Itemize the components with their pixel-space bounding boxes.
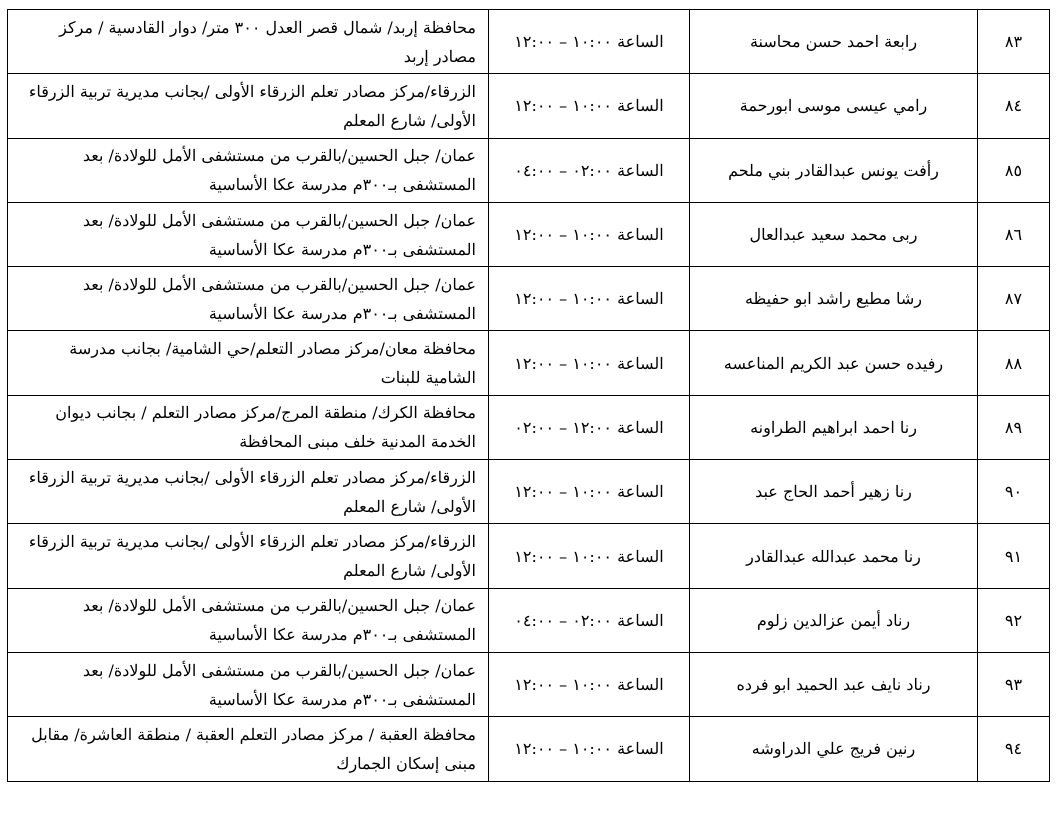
- exam-location: محافظة الكرك/ منطقة المرج/مركز مصادر التعلم / بجانب ديوان الخدمة المدنية خلف مبنى المحافظة: [8, 395, 489, 459]
- candidate-name: رناد أيمن عزالدين زلوم: [690, 588, 978, 652]
- candidate-name: رفيده حسن عبد الكريم المناعسه: [690, 331, 978, 395]
- exam-location: محافظة إربد/ شمال قصر العدل ٣٠٠ متر/ دوار القادسية / مركز مصادر إربد: [8, 10, 489, 74]
- session-time-text: الساعة ١٠:٠٠ – ١٢:٠٠: [514, 546, 664, 566]
- exam-location: عمان/ جبل الحسين/بالقرب من مستشفى الأمل للولادة/ بعد المستشفى بـ٣٠٠م مدرسة عكا الأساسية: [8, 202, 489, 266]
- row-number: ٨٨: [978, 331, 1050, 395]
- session-time: [489, 524, 690, 588]
- table-row: [8, 524, 1050, 588]
- session-time-text: الساعة ١٠:٠٠ – ١٢:٠٠: [514, 739, 664, 759]
- exam-location: الزرقاء/مركز مصادر تعلم الزرقاء الأولى /بجانب مديرية تربية الزرقاء الأولى/ شارع المعلم: [8, 460, 489, 524]
- exam-location: محافظة العقبة / مركز مصادر التعلم العقبة / منطقة العاشرة/ مقابل مبنى إسكان الجمارك: [8, 717, 489, 781]
- session-time-text: الساعة ١٠:٠٠ – ١٢:٠٠: [514, 482, 664, 502]
- row-number: ٨٥: [978, 138, 1050, 202]
- session-time-text: الساعة ١٠:٠٠ – ١٢:٠٠: [514, 32, 664, 52]
- session-time-text: الساعة ٠٢:٠٠ – ٠٤:٠٠: [514, 160, 664, 180]
- exam-location: عمان/ جبل الحسين/بالقرب من مستشفى الأمل للولادة/ بعد المستشفى بـ٣٠٠م مدرسة عكا الأساسية: [8, 652, 489, 716]
- session-time: [489, 138, 690, 202]
- candidate-name: رابعة احمد حسن محاسنة: [690, 10, 978, 74]
- row-number: ٩١: [978, 524, 1050, 588]
- table-row: [8, 331, 1050, 395]
- table-row: [8, 395, 1050, 459]
- row-number: ٨٧: [978, 267, 1050, 331]
- table-row: [8, 202, 1050, 266]
- row-number: ٨٣: [978, 10, 1050, 74]
- exam-location: عمان/ جبل الحسين/بالقرب من مستشفى الأمل للولادة/ بعد المستشفى بـ٣٠٠م مدرسة عكا الأساسية: [8, 138, 489, 202]
- session-time: [489, 202, 690, 266]
- candidate-name: رنا محمد عبدالله عبدالقادر: [690, 524, 978, 588]
- session-time-text: الساعة ١٠:٠٠ – ١٢:٠٠: [514, 225, 664, 245]
- schedule-table-body: [8, 10, 1050, 782]
- session-time: [489, 652, 690, 716]
- table-row: [8, 717, 1050, 781]
- session-time-text: الساعة ١٠:٠٠ – ١٢:٠٠: [514, 96, 664, 116]
- row-number: ٩٠: [978, 460, 1050, 524]
- candidate-name: رنين فريج علي الدراوشه: [690, 717, 978, 781]
- table-row: [8, 74, 1050, 138]
- table-row: [8, 138, 1050, 202]
- exam-location: الزرقاء/مركز مصادر تعلم الزرقاء الأولى /بجانب مديرية تربية الزرقاء الأولى/ شارع المعلم: [8, 524, 489, 588]
- candidate-name: رنا احمد ابراهيم الطراونه: [690, 395, 978, 459]
- candidate-name: رناد نايف عبد الحميد ابو فرده: [690, 652, 978, 716]
- session-time: [489, 267, 690, 331]
- session-time-text: الساعة ١٢:٠٠ – ٠٢:٠٠: [514, 417, 664, 437]
- session-time: [489, 395, 690, 459]
- table-row: [8, 267, 1050, 331]
- table-row: [8, 652, 1050, 716]
- session-time: [489, 10, 690, 74]
- table-row: [8, 588, 1050, 652]
- exam-location: عمان/ جبل الحسين/بالقرب من مستشفى الأمل للولادة/ بعد المستشفى بـ٣٠٠م مدرسة عكا الأساسية: [8, 588, 489, 652]
- candidate-name: رشا مطيع راشد ابو حفيظه: [690, 267, 978, 331]
- candidate-name: رأفت يونس عبدالقادر بني ملحم: [690, 138, 978, 202]
- document-page: [7, 9, 1050, 782]
- row-number: ٨٦: [978, 202, 1050, 266]
- session-time: [489, 331, 690, 395]
- schedule-table: [7, 9, 1050, 782]
- session-time-text: الساعة ١٠:٠٠ – ١٢:٠٠: [514, 353, 664, 373]
- candidate-name: رامي عيسى موسى ابورحمة: [690, 74, 978, 138]
- session-time-text: الساعة ١٠:٠٠ – ١٢:٠٠: [514, 675, 664, 695]
- session-time: [489, 460, 690, 524]
- table-row: [8, 460, 1050, 524]
- row-number: ٩٢: [978, 588, 1050, 652]
- session-time-text: الساعة ٠٢:٠٠ – ٠٤:٠٠: [514, 610, 664, 630]
- exam-location: محافظة معان/مركز مصادر التعلم/حي الشامية/ بجانب مدرسة الشامية للبنات: [8, 331, 489, 395]
- exam-location: الزرقاء/مركز مصادر تعلم الزرقاء الأولى /بجانب مديرية تربية الزرقاء الأولى/ شارع المعلم: [8, 74, 489, 138]
- row-number: ٩٤: [978, 717, 1050, 781]
- session-time: [489, 74, 690, 138]
- candidate-name: رنا زهير أحمد الحاج عبد: [690, 460, 978, 524]
- table-row: [8, 10, 1050, 74]
- exam-location: عمان/ جبل الحسين/بالقرب من مستشفى الأمل للولادة/ بعد المستشفى بـ٣٠٠م مدرسة عكا الأساسية: [8, 267, 489, 331]
- row-number: ٨٤: [978, 74, 1050, 138]
- session-time: [489, 588, 690, 652]
- row-number: ٩٣: [978, 652, 1050, 716]
- session-time: [489, 717, 690, 781]
- session-time-text: الساعة ١٠:٠٠ – ١٢:٠٠: [514, 289, 664, 309]
- candidate-name: ربى محمد سعيد عبدالعال: [690, 202, 978, 266]
- row-number: ٨٩: [978, 395, 1050, 459]
